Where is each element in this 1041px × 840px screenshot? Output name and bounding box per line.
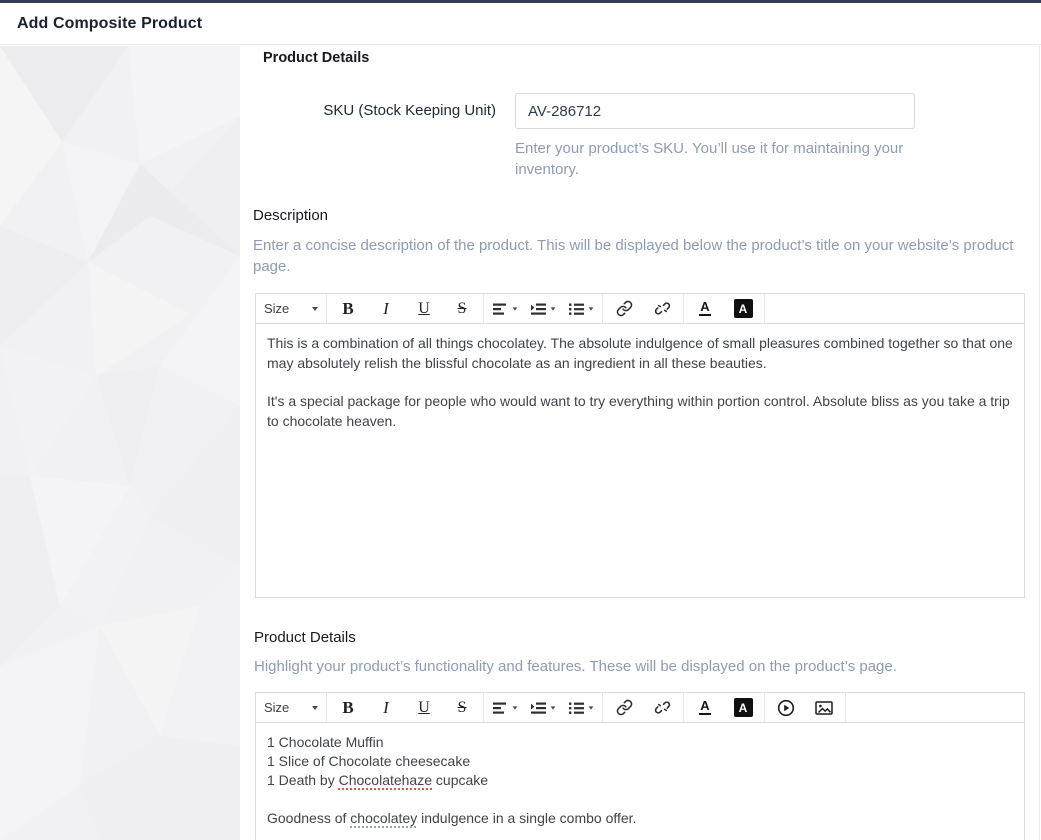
text-color-icon: A xyxy=(700,299,710,314)
caret-down-icon xyxy=(588,706,593,709)
list-button[interactable] xyxy=(562,294,600,323)
text-style-group xyxy=(327,294,484,323)
background-color-icon: A xyxy=(734,698,753,717)
detail-line: 1 Death by Chocolatehaze cupcake xyxy=(267,772,489,788)
bold-button[interactable]: B xyxy=(329,693,367,722)
italic-button[interactable]: I xyxy=(367,294,405,323)
polygon-pattern-image xyxy=(0,46,240,840)
background-color-icon: A xyxy=(734,299,753,318)
text-color-button[interactable] xyxy=(686,693,724,722)
text-color-button[interactable] xyxy=(686,294,724,323)
background-color-button[interactable] xyxy=(724,294,762,323)
strikethrough-button[interactable]: S xyxy=(443,294,481,323)
main-content-panel xyxy=(240,46,1040,840)
indent-button[interactable] xyxy=(524,693,562,722)
bullet-list-icon xyxy=(569,301,584,317)
misspelled-word: Chocolatehaze xyxy=(338,772,433,788)
list-button[interactable] xyxy=(562,693,600,722)
product-details-editor-content[interactable] xyxy=(255,723,1025,840)
color-group xyxy=(684,693,765,722)
detail-line: Goodness of chocolatey indulgence in a single combo offer. xyxy=(267,810,637,826)
font-size-label: Size xyxy=(264,700,290,715)
caret-down-icon xyxy=(512,706,517,709)
insert-image-button[interactable] xyxy=(805,693,843,722)
sidebar-texture xyxy=(0,46,240,840)
align-left-icon xyxy=(493,301,508,317)
unlink-icon xyxy=(654,300,671,317)
indent-icon xyxy=(531,700,546,716)
caret-down-icon xyxy=(550,307,555,310)
font-size-dropdown[interactable] xyxy=(256,693,327,722)
paragraph-group xyxy=(484,693,603,722)
description-help-text: Enter a concise description of the product. This will be displayed below the product’s title on your website’s product page. xyxy=(253,237,1014,275)
italic-button[interactable]: I xyxy=(367,693,405,722)
toolbar-spacer xyxy=(846,693,1024,722)
sku-help-text: Enter your product’s SKU. You’ll use it for maintaining your inventory. xyxy=(515,140,904,178)
product-details-editor-toolbar xyxy=(255,692,1025,723)
underline-button[interactable]: U xyxy=(405,294,443,323)
sku-input[interactable] xyxy=(515,93,915,129)
toolbar-spacer xyxy=(765,294,1024,323)
description-label: Description xyxy=(253,207,329,224)
page-header xyxy=(0,3,1041,45)
caret-down-icon xyxy=(550,706,555,709)
font-size-label: Size xyxy=(264,301,290,316)
link-button[interactable] xyxy=(605,294,643,323)
insert-video-button[interactable] xyxy=(767,693,805,722)
font-size-dropdown[interactable] xyxy=(256,294,327,323)
link-button[interactable] xyxy=(605,693,643,722)
description-editor-content[interactable] xyxy=(255,324,1025,598)
link-icon xyxy=(616,699,633,716)
indent-icon xyxy=(531,301,546,317)
media-group xyxy=(765,693,846,722)
sku-label: SKU (Stock Keeping Unit) xyxy=(323,102,496,119)
unlink-button[interactable] xyxy=(643,693,681,722)
description-paragraph: This is a combination of all things chocolatey. The absolute indulgence of small pleasures combined together so that one may absolutely relish the blissful chocolate as an ingredient in all these beauties. xyxy=(267,335,1013,371)
misspelled-word: chocolatey xyxy=(350,810,418,826)
underline-button[interactable]: U xyxy=(405,693,443,722)
indent-button[interactable] xyxy=(524,294,562,323)
paragraph-group xyxy=(484,294,603,323)
caret-down-icon xyxy=(512,307,517,310)
product-details-editor xyxy=(255,692,1025,840)
description-paragraph: It's a special package for people who would want to try everything within portion control. Absolute bliss as you take a trip to chocolate heaven. xyxy=(267,393,1010,429)
link-group xyxy=(603,294,684,323)
unlink-icon xyxy=(654,699,671,716)
align-button[interactable] xyxy=(486,294,524,323)
caret-down-icon xyxy=(312,307,318,311)
bullet-list-icon xyxy=(569,700,584,716)
align-left-icon xyxy=(493,700,508,716)
description-editor-toolbar xyxy=(255,293,1025,324)
product-details-label: Product Details xyxy=(254,629,356,646)
align-button[interactable] xyxy=(486,693,524,722)
caret-down-icon xyxy=(312,706,318,710)
link-icon xyxy=(616,300,633,317)
strikethrough-button[interactable]: S xyxy=(443,693,481,722)
insert-video-icon xyxy=(777,699,795,717)
bold-button[interactable]: B xyxy=(329,294,367,323)
product-details-help-text: Highlight your product’s functionality and features. These will be displayed on the product’s page. xyxy=(254,658,897,675)
background-color-button[interactable] xyxy=(724,693,762,722)
detail-line: 1 Chocolate Muffin xyxy=(267,734,384,750)
caret-down-icon xyxy=(588,307,593,310)
text-style-group xyxy=(327,693,484,722)
description-editor xyxy=(255,293,1025,598)
page-title: Add Composite Product xyxy=(17,14,203,32)
color-group xyxy=(684,294,765,323)
insert-image-icon xyxy=(815,700,833,716)
section-title-product-details-top: Product Details xyxy=(263,50,370,66)
detail-line: 1 Slice of Chocolate cheesecake xyxy=(267,753,471,769)
unlink-button[interactable] xyxy=(643,294,681,323)
text-color-icon: A xyxy=(700,698,710,713)
link-group xyxy=(603,693,684,722)
